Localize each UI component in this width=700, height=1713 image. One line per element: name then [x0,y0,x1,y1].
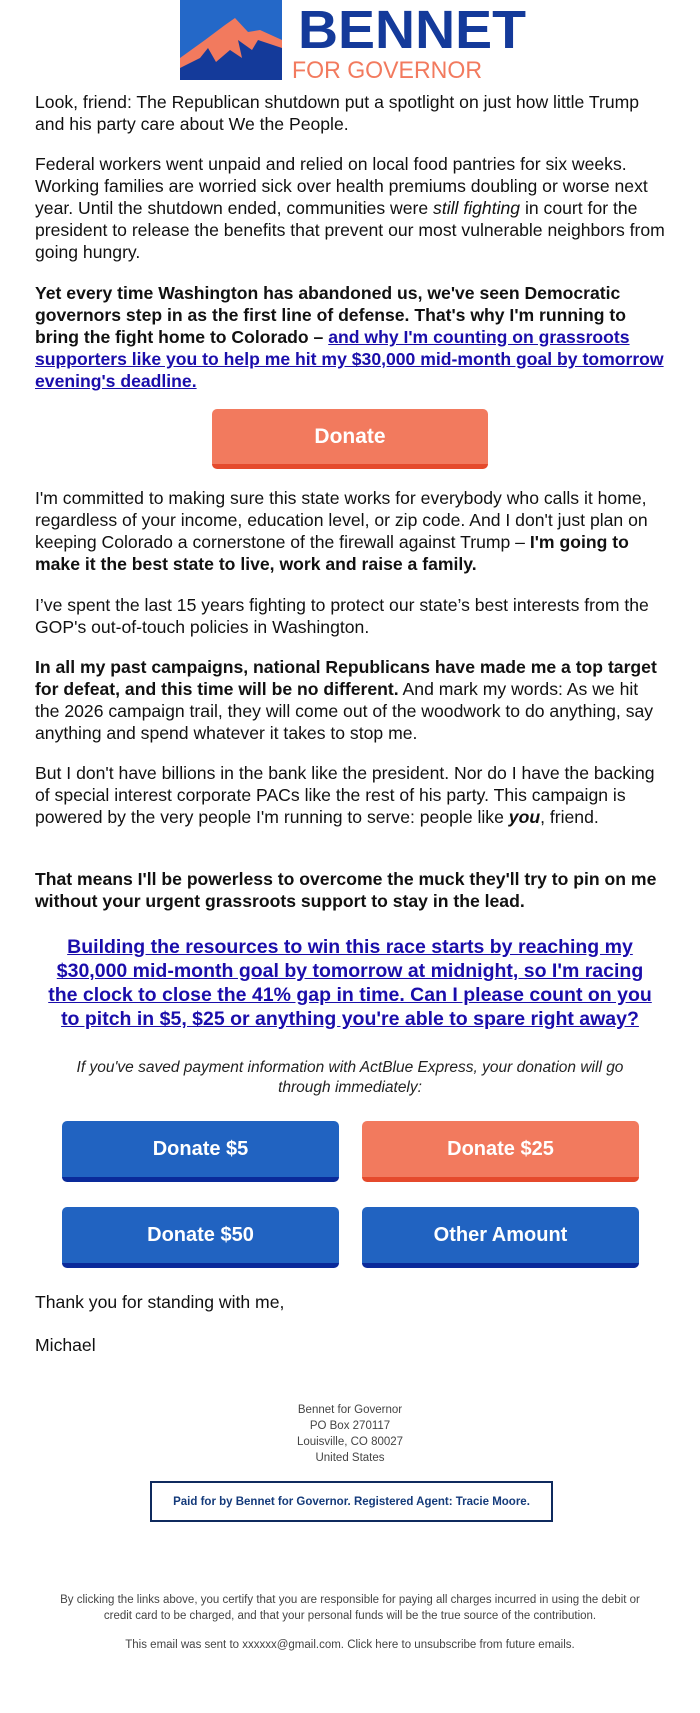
address-line: Louisville, CO 80027 [296,1436,404,1448]
paragraph-governors [35,282,667,392]
paid-for-box: Paid for by Bennet for Governor. Registered Agent: Tracie Moore. [150,1481,553,1522]
donate-button[interactable]: Donate [212,409,488,469]
paragraph-campaigns [35,656,667,744]
signoff: Thank you for standing with me, [35,1292,285,1312]
appeal-link[interactable]: Building the resources to win this race starts by reaching my $30,000 mid-month goal by tomorrow at midnight, so I'm racing the clock to close the 41% gap in time. Can I please count on you to pitch in $5, $25 or anything you're able to spare right away? [48,936,652,1030]
svg-text:FOR GOVERNOR: FOR GOVERNOR [292,57,482,82]
text: I'm committed to making sure this state works for everybody who calls it home, regardless of your income, education level, or zip code. And I don't just plan on keeping Colorado a cornerstone of the firewall against Trump – [35,488,648,552]
paragraph-shutdown [35,153,667,263]
bold-text: Yet every time Washington has abandoned us, we've seen Democratic governors step in as the first line of defense. That's why I'm running to bring the fight home to Colorado – [35,283,626,347]
paragraph-experience: I’ve spent the last 15 years fighting to protect our state’s best interests from the GOP's out-of-touch policies in Washington. [35,595,649,637]
goal-link[interactable]: and why I'm counting on grassroots supporters like you to help me hit my $30,000 mid-month goal by tomorrow evening's deadline. [35,327,664,391]
paragraph-powerless: That means I'll be powerless to overcome the muck they'll try to pin on me without your urgent grassroots support to stay in the lead. [35,869,657,911]
bold-text: In all my past campaigns, national Republicans have made me a top target for defeat, and this time will be no different. [35,657,657,699]
colorado-mountain-logo-icon [180,0,530,82]
signature: Michael [35,1335,96,1355]
big-appeal [45,935,655,1031]
bennet-logo [180,0,530,82]
address-line: Bennet for Governor [297,1404,403,1416]
text: And mark my words: As we hit the 2026 campaign trail, they will come out of the woodwork to do anything, say anything and spend whatever it takes to stop me. [35,679,654,743]
paragraph-billions [35,762,667,828]
paragraph-intro: Look, friend: The Republican shutdown put a spotlight on just how little Trump and his party care about We the People. [35,92,640,134]
donate-50-button[interactable]: Donate $50 [62,1207,339,1268]
mailing-address [0,1402,700,1466]
express-note: If you've saved payment information with ActBlue Express, your donation will go through immediately: [76,1059,624,1096]
donate-5-button[interactable]: Donate $5 [62,1121,339,1182]
paragraph-commitment [35,487,667,575]
text: , friend. [540,807,599,827]
emphasis: you [508,807,541,827]
text: in court for the president to release the benefits that prevent our most vulnerable neighbors from going hungry. [35,198,665,262]
text: Federal workers went unpaid and relied on local food pantries for six weeks. Working families are worried sick over health premiums doubling or worse next year. Until the shutdown ended, communities were [35,154,648,218]
text: But I don't have billions in the bank like the president. Nor do I have the backing of special interest corporate PACs like the rest of his party. This campaign is powered by the very people I'm running to serve: people like [35,763,655,827]
bold-text: I'm going to make it the best state to live, work and raise a family. [35,532,629,574]
disclaimer: By clicking the links above, you certify that you are responsible for paying all charges incurred in using the debit or credit card to be charged, and that your personal funds will be the true source of the contribution. [60,1594,640,1622]
address-line: PO Box 270117 [309,1420,391,1432]
svg-text:BENNET: BENNET [298,0,527,60]
unsubscribe-notice[interactable]: This email was sent to xxxxxx@gmail.com. Click here to unsubscribe from future emails. [125,1639,575,1651]
donate-25-button[interactable]: Donate $25 [362,1121,639,1182]
emphasis: still fighting [433,198,521,218]
other-amount-button[interactable]: Other Amount [362,1207,639,1268]
address-line: United States [315,1452,385,1464]
